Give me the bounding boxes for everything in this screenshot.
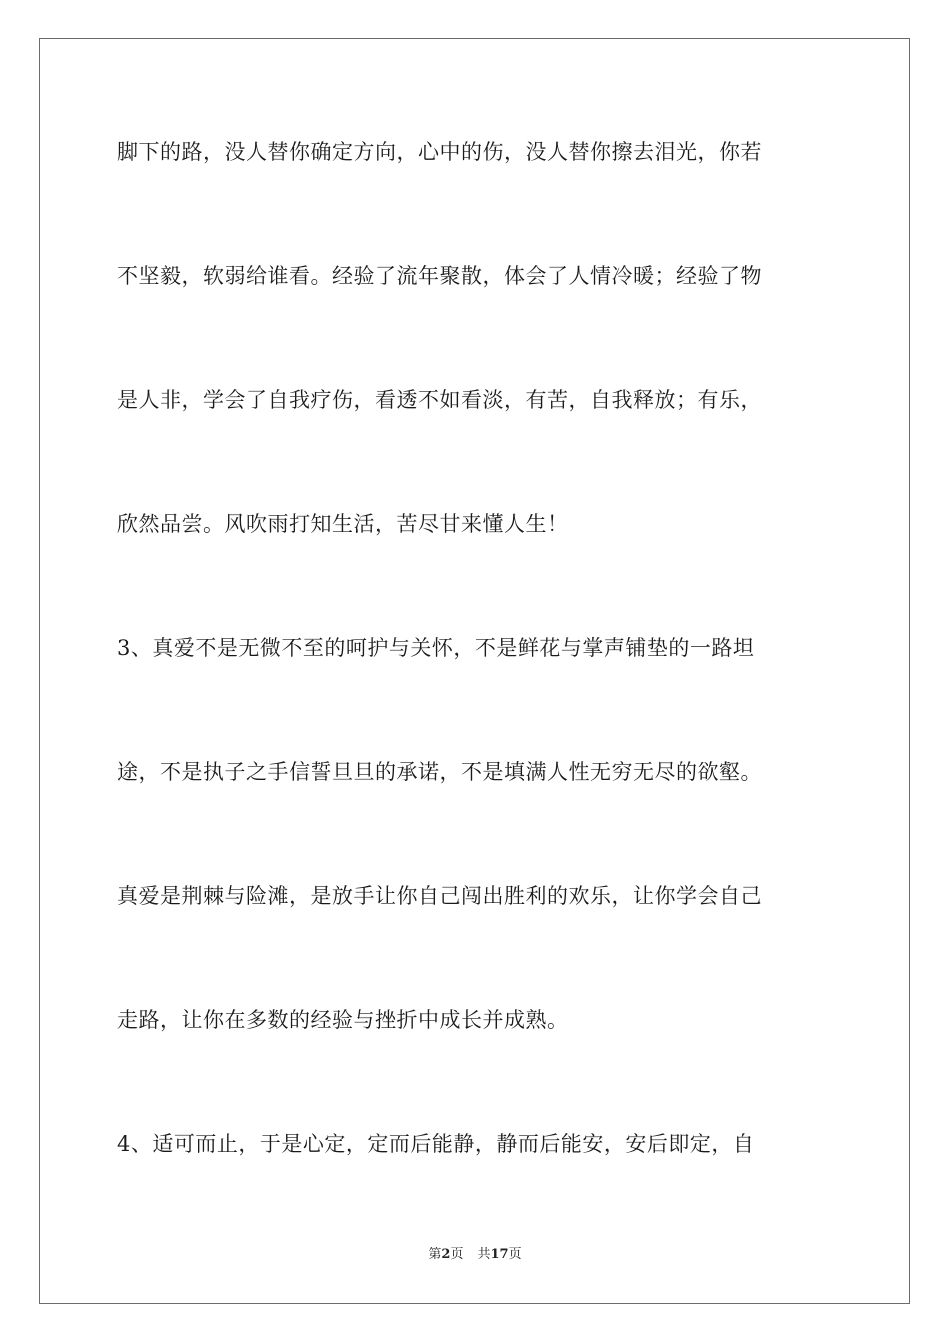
text-line: 不坚毅，软弱给谁看。经验了流年聚散，体会了人情冷暖；经验了物	[117, 264, 762, 288]
text-line: 真爱是荆棘与险滩，是放手让你自己闯出胜利的欢乐，让你学会自己	[117, 884, 762, 908]
text-line: 欣然品尝。风吹雨打知生活，苦尽甘来懂人生！	[117, 512, 569, 536]
text-line: 走路，让你在多数的经验与挫折中成长并成熟。	[117, 1008, 569, 1032]
text-line: 途，不是执子之手信誓旦旦的承诺，不是填满人性无穷无尽的欲壑。	[117, 760, 762, 784]
page-border	[39, 38, 910, 1304]
text-line: 是人非，学会了自我疗伤，看透不如看淡，有苦，自我释放；有乐，	[117, 388, 762, 412]
page-footer	[0, 1246, 950, 1264]
text-line: 脚下的路，没人替你确定方向，心中的伤，没人替你擦去泪光，你若	[117, 140, 762, 164]
current-page-number: 2	[441, 1247, 451, 1262]
total-page-count: 17	[490, 1247, 509, 1262]
total-pages-indicator: 共17页	[477, 1247, 522, 1262]
text-line: 3、真爱不是无微不至的呵护与关怀，不是鲜花与掌声铺垫的一路坦	[117, 636, 755, 660]
text-line: 4、适可而止，于是心定，定而后能静，静而后能安，安后即定，自	[117, 1132, 755, 1156]
page-indicator: 第2页	[428, 1247, 464, 1262]
